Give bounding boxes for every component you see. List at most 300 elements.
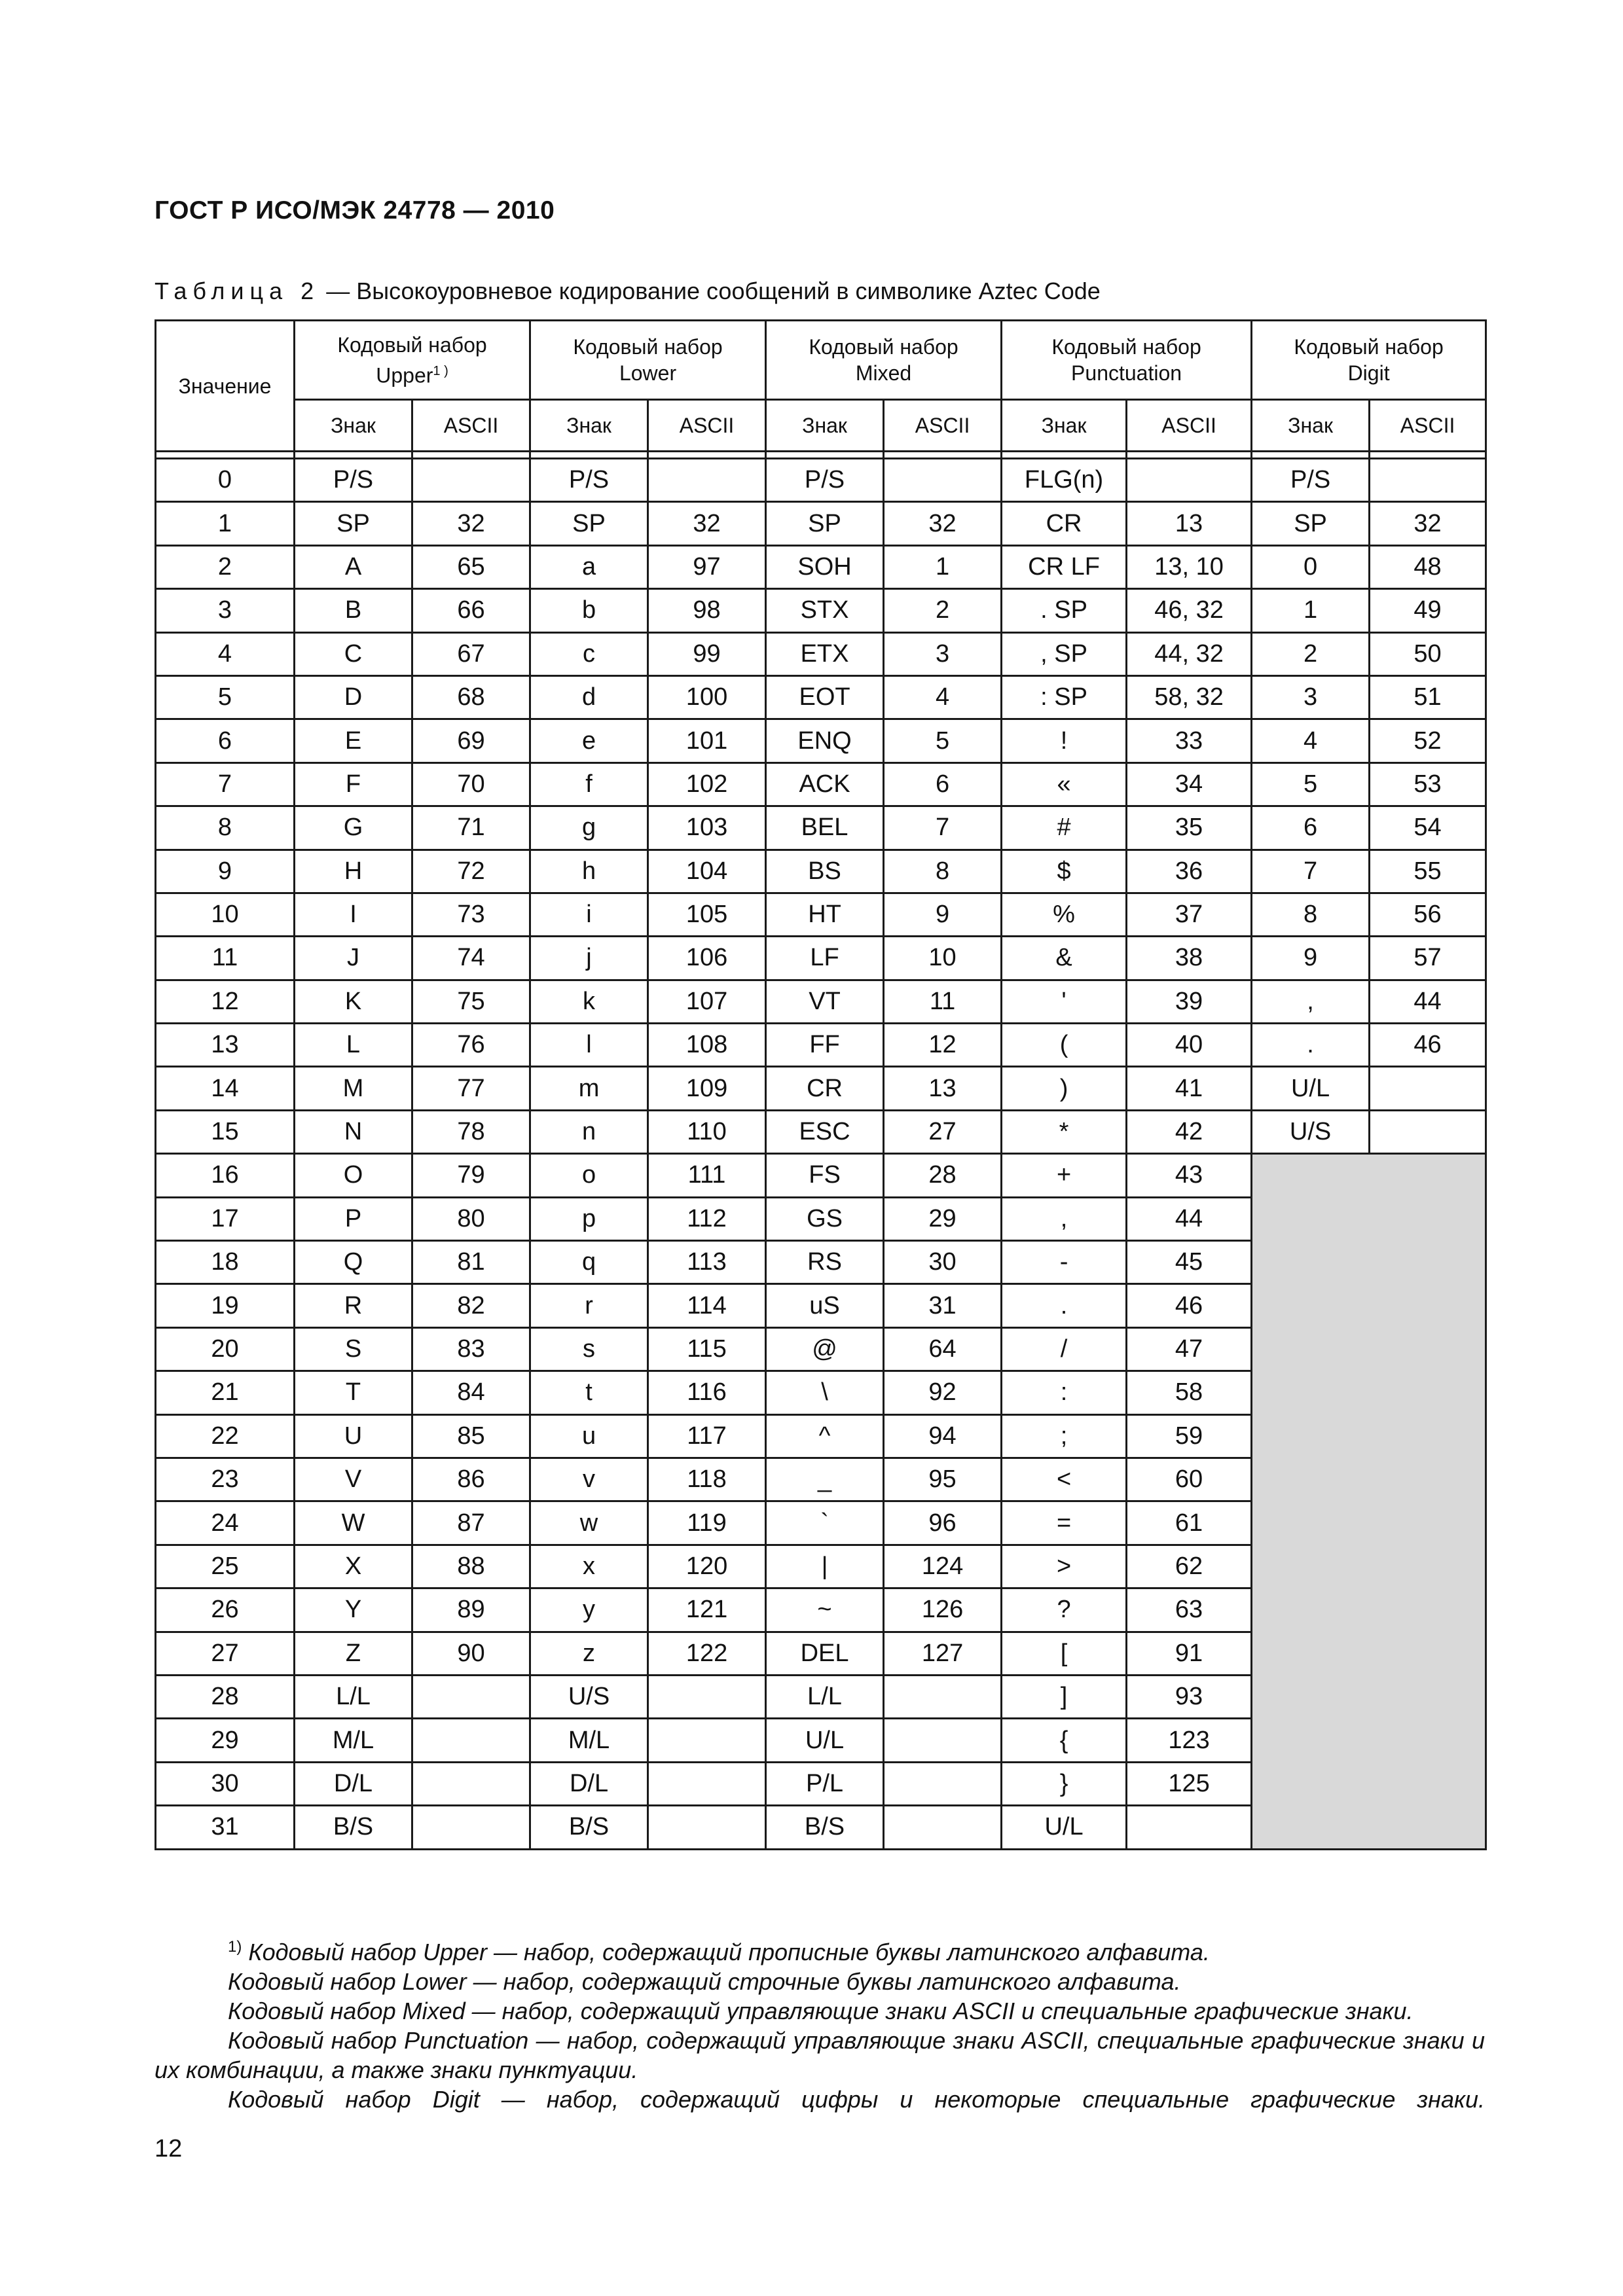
table-cell: FLG(n) [1002,459,1127,502]
value-column-header: Значение [156,321,295,452]
table-cell: 5 [156,675,295,719]
footnote-line: $^{1)}$ Кодовый набор Upper — набор, содержащий прописные буквы латинского алфавита. [228,1938,1210,1965]
table-cell: 7 [1252,850,1370,893]
table-cell: L/L [766,1675,884,1718]
table-cell: RS [766,1241,884,1284]
table-cell: 5 [1252,762,1370,806]
table-cell [1370,459,1486,502]
table-row [156,632,1486,675]
table-cell: Z [295,1632,412,1675]
table-cell: 22 [156,1414,295,1458]
footnote-line: Кодовый набор Lower — набор, содержащий строчные буквы латинского алфавита. [228,1968,1181,1995]
sub-header-sign: Знак [295,400,412,452]
table-cell [884,1675,1002,1718]
table-cell: y [530,1588,648,1632]
table-cell: o [530,1154,648,1197]
table-cell: 31 [156,1806,295,1849]
table-cell: 30 [156,1762,295,1805]
table-cell: 82 [412,1284,530,1327]
table-cell: 40 [1127,1024,1252,1067]
table-cell: 6 [1252,806,1370,850]
table-cell: ' [1002,980,1127,1023]
table-cell: M [295,1067,412,1110]
table-cell: K [295,980,412,1023]
table-cell: 95 [884,1458,1002,1501]
table-cell: : SP [1002,675,1127,719]
table-cell: V [295,1458,412,1501]
table-cell: 54 [1370,806,1486,850]
table-cell: @ [766,1327,884,1371]
table-cell: 32 [648,502,766,545]
table-row [156,502,1486,545]
table-cell: 74 [412,937,530,980]
table-cell: 35 [1127,806,1252,850]
table-cell: 72 [412,850,530,893]
table-cell: l [530,1024,648,1067]
table-cell: 21 [156,1371,295,1414]
table-cell: BEL [766,806,884,850]
table-cell: C [295,632,412,675]
table-cell: 53 [1370,762,1486,806]
table-cell: 25 [156,1545,295,1588]
digit-unused-shaded-area [1252,1154,1486,1849]
table-cell: ACK [766,762,884,806]
table-cell: m [530,1067,648,1110]
table-cell: 79 [412,1154,530,1197]
table-cell: U [295,1414,412,1458]
table-cell: 98 [648,589,766,632]
table-cell: 88 [412,1545,530,1588]
table-cell: U/S [530,1675,648,1718]
table-cell [412,1719,530,1762]
table-cell: h [530,850,648,893]
table-cell: 41 [1127,1067,1252,1110]
table-cell: SP [295,502,412,545]
table-cell: L/L [295,1675,412,1718]
table-cell: 36 [1127,850,1252,893]
table-cell: 17 [156,1197,295,1240]
table-cell [648,1675,766,1718]
table-cell: 51 [1370,675,1486,719]
sub-header-sign: Знак [1002,400,1127,452]
table-cell: 110 [648,1110,766,1153]
footnote-mark: 1) [228,1938,242,1956]
table-cell: 58 [1127,1371,1252,1414]
table-cell: T [295,1371,412,1414]
table-cell: > [1002,1545,1127,1588]
table-cell: G [295,806,412,850]
table-cell: 8 [1252,893,1370,936]
table-cell: 27 [884,1110,1002,1153]
table-cell: ) [1002,1067,1127,1110]
table-cell: x [530,1545,648,1588]
table-cell: 60 [1127,1458,1252,1501]
table-cell: 90 [412,1632,530,1675]
table-row [156,1110,1486,1153]
table-cell: 32 [1370,502,1486,545]
table-cell: 67 [412,632,530,675]
table-cell: 30 [884,1241,1002,1284]
table-cell: P/S [1252,459,1370,502]
sub-header-ascii: ASCII [1370,400,1486,452]
table-cell: 9 [156,850,295,893]
table-cell: 122 [648,1632,766,1675]
table-cell: 11 [156,937,295,980]
table-cell: M/L [530,1719,648,1762]
table-cell: 63 [1127,1588,1252,1632]
table-cell: 89 [412,1588,530,1632]
table-cell: 46, 32 [1127,589,1252,632]
table-cell: I [295,893,412,936]
table-cell: 29 [884,1197,1002,1240]
table-cell: F [295,762,412,806]
table-cell: 102 [648,762,766,806]
table-cell: g [530,806,648,850]
table-cell: 20 [156,1327,295,1371]
table-cell: 4 [884,675,1002,719]
table-row [156,545,1486,588]
table-cell: 29 [156,1719,295,1762]
table-row [156,459,1486,502]
table-cell: 4 [1252,719,1370,762]
table-cell: U/L [766,1719,884,1762]
table-cell: ~ [766,1588,884,1632]
table-cell: z [530,1632,648,1675]
table-cell: 96 [884,1501,1002,1545]
table-cell: 123 [1127,1719,1252,1762]
table-cell: q [530,1241,648,1284]
table-cell: ENQ [766,719,884,762]
table-cell: D [295,675,412,719]
table-cell: c [530,632,648,675]
table-cell: M/L [295,1719,412,1762]
digit-set-header: Кодовый набор Digit [1252,321,1486,400]
table-row [156,762,1486,806]
table-cell [648,459,766,502]
table-cell: P/S [530,459,648,502]
table-row [156,893,1486,936]
sub-header-ascii: ASCII [412,400,530,452]
table-cell: 73 [412,893,530,936]
table-cell: 70 [412,762,530,806]
table-cell: 125 [1127,1762,1252,1805]
table-cell: 14 [156,1067,295,1110]
table-cell: FS [766,1154,884,1197]
table-cell: D/L [530,1762,648,1805]
table-cell: 45 [1127,1241,1252,1284]
table-cell: 3 [884,632,1002,675]
table-cell: 76 [412,1024,530,1067]
table-cell: ! [1002,719,1127,762]
table-cell [884,1762,1002,1805]
table-cell [648,1806,766,1849]
sub-header-sign: Знак [1252,400,1370,452]
table-cell: - [1002,1241,1127,1284]
table-cell: B/S [295,1806,412,1849]
table-cell: ( [1002,1024,1127,1067]
table-cell: 3 [1252,675,1370,719]
table-cell: 99 [648,632,766,675]
table-cell: LF [766,937,884,980]
table-cell: P/S [766,459,884,502]
table-cell: P [295,1197,412,1240]
table-cell: 97 [648,545,766,588]
footnote-line: Кодовый набор Punctuation — набор, содержащий управляющие знаки ASCII, специальные графические знаки и их комбинации, а также знаки пунктуации. [155,2027,1485,2083]
table-cell: R [295,1284,412,1327]
table-cell: 91 [1127,1632,1252,1675]
table-cell: , [1002,1197,1127,1240]
sub-header-sign: Знак [530,400,648,452]
mixed-set-header: Кодовый набор Mixed [766,321,1002,400]
table-cell: k [530,980,648,1023]
table-cell: 6 [884,762,1002,806]
table-cell: 111 [648,1154,766,1197]
table-cell: . [1002,1284,1127,1327]
table-cell: 113 [648,1241,766,1284]
table-cell: 103 [648,806,766,850]
table-cell: P/L [766,1762,884,1805]
document-header: ГОСТ Р ИСО/МЭК 24778 — 2010 [155,196,555,224]
table-row [156,937,1486,980]
table-cell: 7 [884,806,1002,850]
table-cell: EOT [766,675,884,719]
table-caption [155,278,1101,305]
table-row [156,980,1486,1023]
table-cell [648,1762,766,1805]
table-cell: . [1252,1024,1370,1067]
table-cell: uS [766,1284,884,1327]
table-cell: 68 [412,675,530,719]
table-cell: a [530,545,648,588]
table-cell: 93 [1127,1675,1252,1718]
table-cell [884,459,1002,502]
table-cell: ] [1002,1675,1127,1718]
table-cell: E [295,719,412,762]
table-cell: 50 [1370,632,1486,675]
table-cell [1127,459,1252,502]
table-cell: U/L [1002,1806,1127,1849]
table-cell: 1 [1252,589,1370,632]
table-cell: 11 [884,980,1002,1023]
table-cell: 10 [156,893,295,936]
table-cell: 8 [156,806,295,850]
table-cell: STX [766,589,884,632]
table-cell: 124 [884,1545,1002,1588]
table-cell: SOH [766,545,884,588]
table-cell: 94 [884,1414,1002,1458]
table-cell: 2 [156,545,295,588]
table-cell: 2 [884,589,1002,632]
table-cell: 33 [1127,719,1252,762]
table-cell: 44 [1127,1197,1252,1240]
table-cell: w [530,1501,648,1545]
table-row [156,1067,1486,1110]
table-cell: f [530,762,648,806]
table-cell: 0 [156,459,295,502]
footnote-line: Кодовый набор Mixed — набор, содержащий управляющие знаки ASCII и специальные графические знаки. [228,1998,1413,2024]
table-cell [1127,1806,1252,1849]
table-cell: O [295,1154,412,1197]
table-cell: 27 [156,1632,295,1675]
table-cell: 59 [1127,1414,1252,1458]
table-cell: 84 [412,1371,530,1414]
table-cell: 16 [156,1154,295,1197]
table-cell: [ [1002,1632,1127,1675]
table-cell [1370,1110,1486,1153]
table-cell: 9 [1252,937,1370,980]
table-cell: BS [766,850,884,893]
table-cell: 1 [156,502,295,545]
table-cell: % [1002,893,1127,936]
table-cell: $ [1002,850,1127,893]
table-cell: s [530,1327,648,1371]
table-row [156,1024,1486,1067]
aztec-encoding-table [155,319,1487,1850]
table-cell: 116 [648,1371,766,1414]
table-cell: 0 [1252,545,1370,588]
table-cell: 44 [1370,980,1486,1023]
table-cell: SP [1252,502,1370,545]
table-cell: | [766,1545,884,1588]
table-cell: 32 [412,502,530,545]
table-cell: ; [1002,1414,1127,1458]
table-cell: 6 [156,719,295,762]
lower-set-header: Кодовый набор Lower [530,321,766,400]
table-cell: 31 [884,1284,1002,1327]
table-cell: 121 [648,1588,766,1632]
table-cell: X [295,1545,412,1588]
table-cell: 15 [156,1110,295,1153]
table-cell: 24 [156,1501,295,1545]
table-cell: 9 [884,893,1002,936]
table-cell: 106 [648,937,766,980]
table-cell: 120 [648,1545,766,1588]
table-cell: 13, 10 [1127,545,1252,588]
table-cell: 58, 32 [1127,675,1252,719]
table-cell: p [530,1197,648,1240]
table-cell: 101 [648,719,766,762]
table-cell: H [295,850,412,893]
table-cell: 65 [412,545,530,588]
table-cell: 75 [412,980,530,1023]
table-cell: + [1002,1154,1127,1197]
table-cell: 26 [156,1588,295,1632]
punctuation-set-header: Кодовый набор Punctuation [1002,321,1252,400]
table-cell: 126 [884,1588,1002,1632]
table-cell [648,1719,766,1762]
header-separator [156,452,1486,459]
table-cell: 28 [156,1675,295,1718]
table-cell: 2 [1252,632,1370,675]
table-cell: A [295,545,412,588]
table-cell: 44, 32 [1127,632,1252,675]
table-cell [884,1719,1002,1762]
table-cell: , [1252,980,1370,1023]
table-cell: : [1002,1371,1127,1414]
table-cell: CR LF [1002,545,1127,588]
table-cell: 28 [884,1154,1002,1197]
table-cell: , SP [1002,632,1127,675]
table-cell: 100 [648,675,766,719]
table-cell: e [530,719,648,762]
table-cell: 46 [1370,1024,1486,1067]
table-row [156,589,1486,632]
table-cell: d [530,675,648,719]
footnote-line: Кодовый набор Digit — набор, содержащий цифры и некоторые специальные графические знаки. [228,2086,1485,2113]
table-cell: t [530,1371,648,1414]
table-cell: 83 [412,1327,530,1371]
table-cell: 1 [884,545,1002,588]
table-cell: < [1002,1458,1127,1501]
table-cell: 107 [648,980,766,1023]
table-cell: B/S [766,1806,884,1849]
table-cell: N [295,1110,412,1153]
table-cell: 32 [884,502,1002,545]
table-cell: 115 [648,1327,766,1371]
table-cell: W [295,1501,412,1545]
table-cell: 86 [412,1458,530,1501]
table-cell: Y [295,1588,412,1632]
table-caption-text: — Высокоуровневое кодирование сообщений в символике Aztec Code [326,278,1101,304]
table-cell: 81 [412,1241,530,1284]
table-cell: 114 [648,1284,766,1327]
table-cell: 62 [1127,1545,1252,1588]
table-cell: 104 [648,850,766,893]
table-row [156,806,1486,850]
table-cell: FF [766,1024,884,1067]
table-cell: ^ [766,1414,884,1458]
table-cell: 13 [156,1024,295,1067]
table-cell: CR [766,1067,884,1110]
table-cell: B [295,589,412,632]
table-cell: } [1002,1762,1127,1805]
table-cell: HT [766,893,884,936]
table-cell: ? [1002,1588,1127,1632]
footnotes [155,1932,1485,2114]
table-cell: n [530,1110,648,1153]
table-cell: 69 [412,719,530,762]
table-cell [412,1675,530,1718]
table-cell: 43 [1127,1154,1252,1197]
table-cell: 87 [412,1501,530,1545]
table-cell: 23 [156,1458,295,1501]
table-cell: 4 [156,632,295,675]
table-cell: 108 [648,1024,766,1067]
upper-set-header: Кодовый набор Upper$^{1 )}$ [295,321,530,400]
table-cell: v [530,1458,648,1501]
table-cell [412,459,530,502]
table-row [156,675,1486,719]
table-cell: * [1002,1110,1127,1153]
table-cell: D/L [295,1762,412,1805]
page-number: 12 [155,2135,183,2162]
table-cell: SP [530,502,648,545]
table-cell: 3 [156,589,295,632]
table-cell: 34 [1127,762,1252,806]
table-cell: U/S [1252,1110,1370,1153]
table-cell: { [1002,1719,1127,1762]
table-cell: 85 [412,1414,530,1458]
table-cell: r [530,1284,648,1327]
table-cell: ETX [766,632,884,675]
footnote-reference: 1 ) [433,363,448,378]
table-cell: VT [766,980,884,1023]
sub-header-ascii: ASCII [884,400,1002,452]
table-cell: 117 [648,1414,766,1458]
table-cell: 37 [1127,893,1252,936]
table-cell: 38 [1127,937,1252,980]
table-cell: J [295,937,412,980]
